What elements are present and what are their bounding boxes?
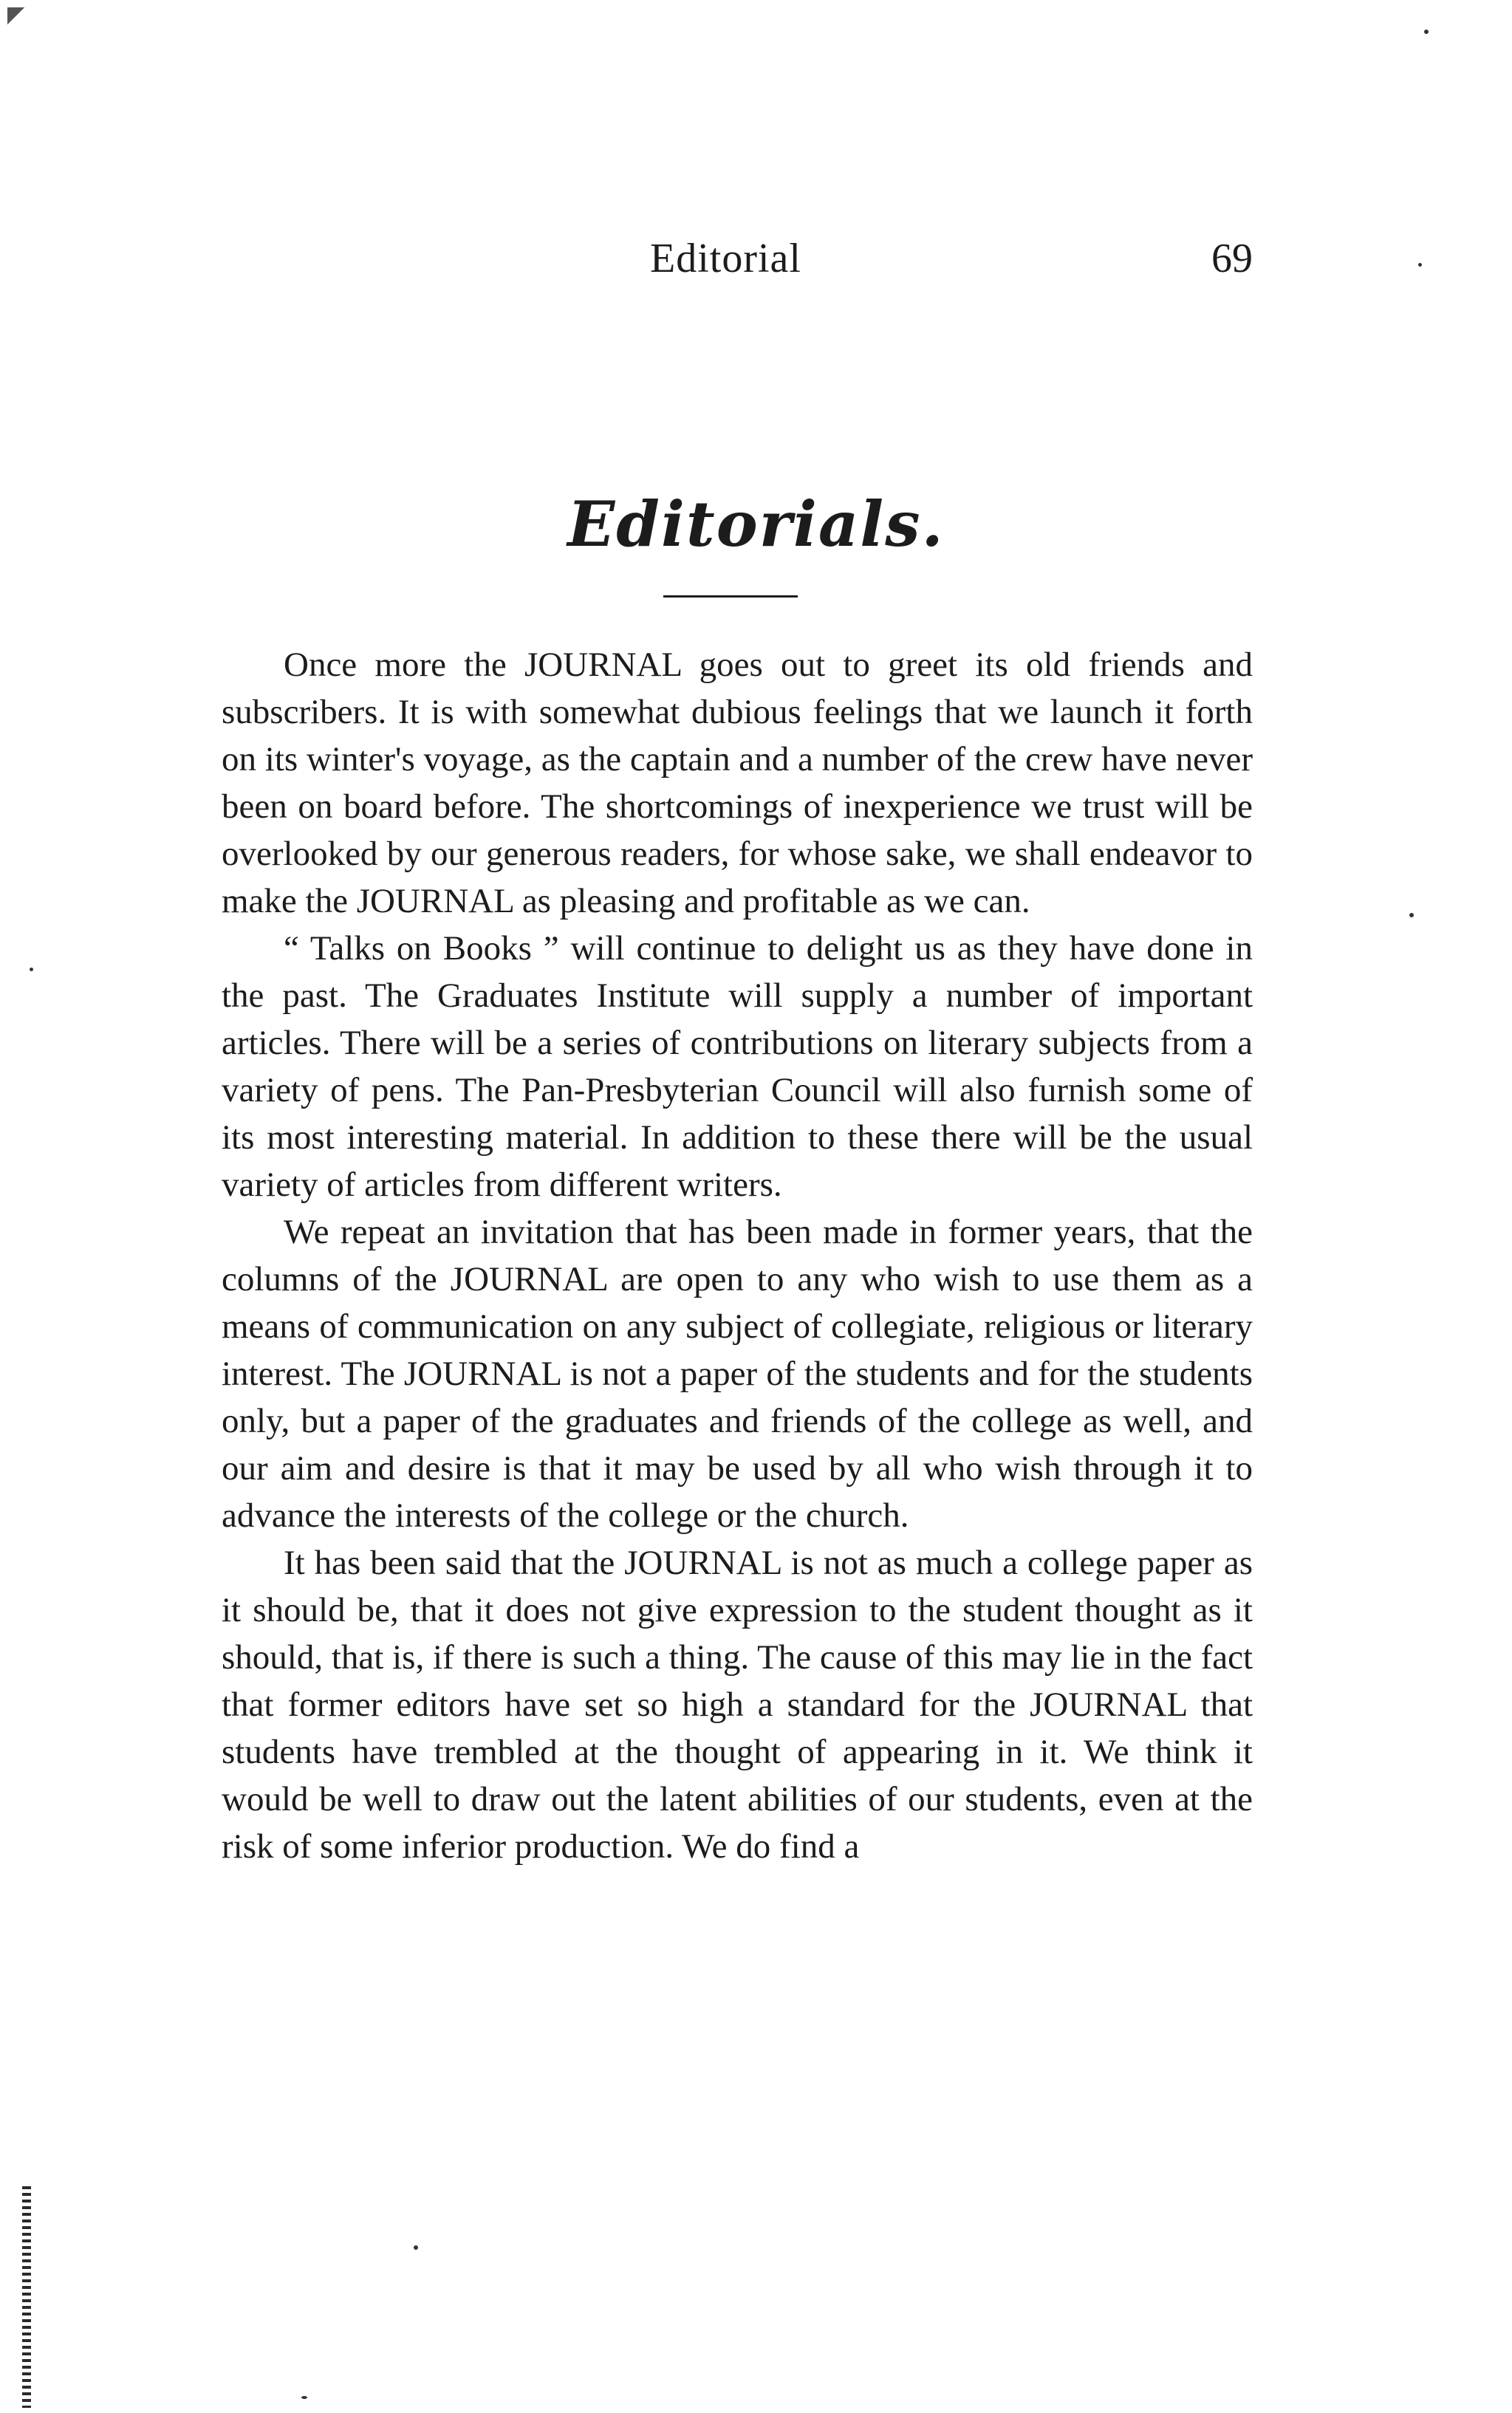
section-heading: Editorials. — [567, 487, 945, 561]
scan-edge-marks — [22, 2186, 31, 2408]
scan-speck — [1409, 913, 1414, 917]
running-title: Editorial — [650, 236, 801, 281]
running-head — [222, 235, 1253, 288]
paragraph: Once more the JOURNAL goes out to greet its old friends and subscribers. It is with somewhat dubious feelings that we launch it forth on its winter's voyage, as the captain and a number of the crew have never been on board before. The shortcomings of inexperience we trust will be overlooked by our generous readers, for whose sake, we shall endeavor to make the JOURNAL as pleasing and profitable as we can. — [222, 646, 1253, 920]
heading-rule — [663, 595, 798, 598]
scan-corner-marks — [7, 7, 52, 59]
scan-speck — [1418, 263, 1422, 267]
page-number: 69 — [1211, 236, 1253, 281]
scan-speck — [30, 968, 33, 971]
paragraph: “ Talks on Books ” will continue to delight us as they have done in the past. The Graduates Institute will supply a number of important articles. There will be a series of contributions on literary subjects from a variety of pens. The Pan-Presbyterian Council will also furnish some of its most interesting material. In addition to these there will be the usual variety of articles from different writers. — [222, 929, 1253, 1204]
scan-speck — [1424, 30, 1429, 34]
paragraph: We repeat an invitation that has been made in former years, that the columns of the JOURNAL are open to any who wish to use them as a means of communication on any subject of collegiate, religious or literary interest. The JOURNAL is not a paper of the students and for the students only, but a paper of the graduates and friends of the college as well, and our aim and desire is that it may be used by all who wish through it to advance the interests of the college or the church. — [222, 1213, 1253, 1535]
body-text — [222, 641, 1253, 1870]
scan-speck — [301, 2396, 307, 2399]
scan-speck — [414, 2245, 418, 2250]
paragraph: It has been said that the JOURNAL is not as much a college paper as it should be, that it does not give expression to the student thought as it should, that is, if there is such a thing. The cause of this may lie in the fact that former editors have set so high a standard for the JOURNAL that students have trembled at the thought of appearing in it. We think it would be well to draw out the latent abilities of our students, even at the risk of some inferior production. We do find a — [222, 1544, 1253, 1866]
